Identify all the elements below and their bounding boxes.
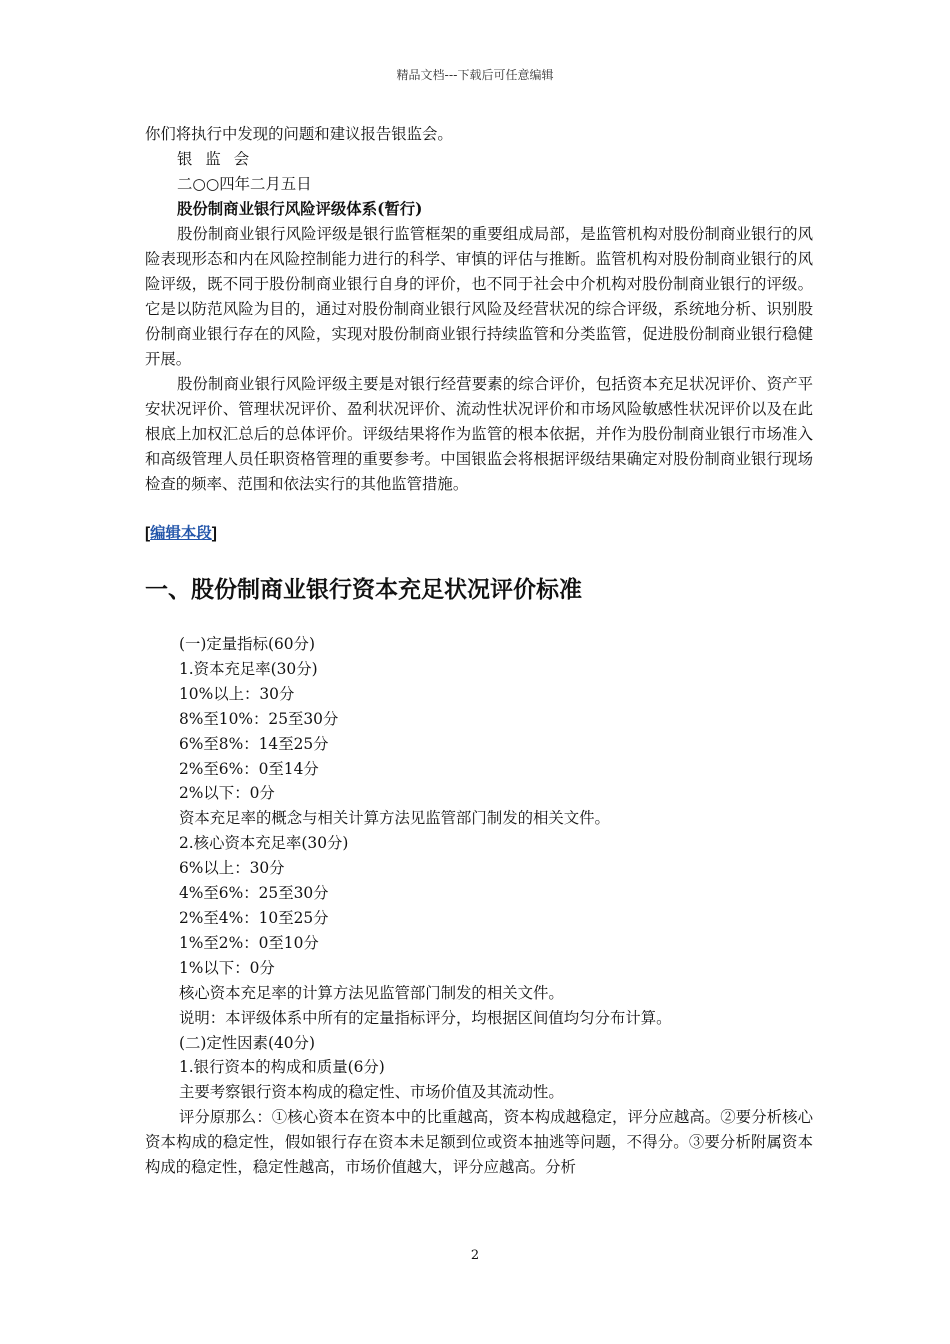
list-item: 2.核心资本充足率(30分)	[179, 834, 349, 853]
list-item: 核心资本充足率的计算方法见监管部门制发的相关文件。	[179, 983, 564, 1002]
list-item: 1%以下：0分	[179, 958, 275, 977]
edit-section-link	[145, 521, 813, 546]
document-date: 二○○四年二月五日	[177, 175, 312, 193]
edit-bracket-open: [	[145, 525, 151, 542]
document-title: 股份制商业银行风险评级体系(暂行)	[177, 200, 423, 218]
list-item: (一)定量指标(60分)	[179, 635, 315, 653]
page-header: 精品文档---下载后可任意编辑	[396, 68, 554, 82]
section-heading: 一、股份制商业银行资本充足状况评价标准	[145, 577, 582, 603]
edit-bracket-close: ]	[211, 525, 217, 542]
list-item: 2%以下：0分	[179, 784, 275, 803]
list-item: 1.资本充足率(30分)	[179, 659, 318, 678]
list-item: 资本充足率的概念与相关计算方法见监管部门制发的相关文件。	[179, 809, 610, 828]
list-item: (二)定性因素(40分)	[179, 1033, 315, 1052]
list-item: 6%至8%：14至25分	[179, 734, 329, 753]
paragraph: 股份制商业银行风险评级是银行监管框架的重要组成局部，是监管机构对股份制商业银行的风险表现形态和内在风险控制能力进行的科学、审慎的评估与推断。监管机构对股份制商业银行的风险评级，既不同于股份制商业银行自身的评价，也不同于社会中介机构对股份制商业银行的评级。它是以防范风险为目的，通过对股份制商业银行风险及经营状况的综合评级，系统地分析、识别股份制商业银行存在的风险，实现对股份制商业银行持续监管和分类监管，促进股份制商业银行稳健开展。	[145, 225, 813, 368]
list-item: 8%至10%：25至30分	[179, 709, 339, 728]
document-body	[145, 122, 813, 1180]
signature: 银监会	[177, 150, 263, 168]
list-item: 主要考察银行资本构成的稳定性、市场价值及其流动性。	[179, 1083, 564, 1102]
list-item: 6%以上：30分	[179, 859, 285, 878]
criteria-list	[145, 632, 813, 1105]
list-item: 说明：本评级体系中所有的定量指标评分，均根据区间值均匀分布计算。	[179, 1008, 672, 1027]
list-item: 4%至6%：25至30分	[179, 884, 329, 903]
edit-section-button[interactable]: 编辑本段	[150, 525, 212, 542]
scoring-principle-paragraph: 评分原那么：①核心资本在资本中的比重越高，资本构成越稳定，评分应越高。②要分析核心资本构成的稳定性，假如银行存在资本未足额到位或资本抽逃等问题，不得分。③要分析附属资本构成的稳定性，稳定性越高，市场价值越大，评分应越高。分析	[145, 1108, 813, 1177]
list-item: 1%至2%：0至10分	[179, 933, 319, 952]
intro-line: 你们将执行中发现的问题和建议报告银监会。	[145, 125, 453, 143]
list-item: 10%以上：30分	[179, 684, 295, 703]
page-number: 2	[470, 1248, 480, 1263]
list-item: 1.银行资本的构成和质量(6分)	[179, 1058, 385, 1077]
list-item: 2%至4%：10至25分	[179, 908, 329, 927]
paragraph: 股份制商业银行风险评级主要是对银行经营要素的综合评价，包括资本充足状况评价、资产平安状况评价、管理状况评价、盈利状况评价、流动性状况评价和市场风险敏感性状况评价以及在此根底上加权汇总后的总体评价。评级结果将作为监管的根本依据，并作为股份制商业银行市场准入和高级管理人员任职资格管理的重要参考。中国银监会将根据评级结果确定对股份制商业银行现场检查的频率、范围和依法实行的其他监管措施。	[145, 375, 813, 493]
list-item: 2%至6%：0至14分	[179, 759, 319, 778]
